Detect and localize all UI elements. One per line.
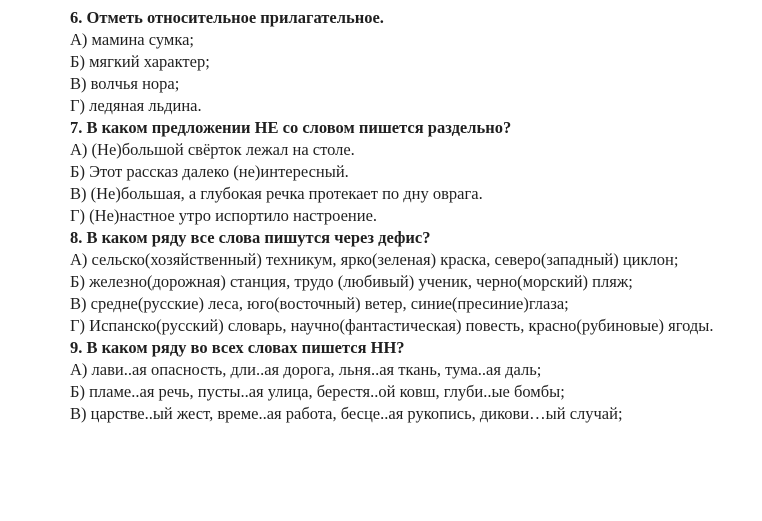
question-title: 9. В каком ряду во всех словах пишется НН? [70,338,405,357]
answer-option-b: Б) мягкий характер; [70,52,210,71]
question-title: 7. В каком предложении НЕ со словом пишется раздельно? [70,118,512,137]
question-8 [70,227,750,337]
answer-option-b: Б) железно(дорожная) станция, трудо (любивый) ученик, черно(морский) пляж; [70,272,633,291]
answer-option-a: А) мамина сумка; [70,30,194,49]
answer-option-v: В) волчья нора; [70,74,180,93]
worksheet [70,7,750,425]
answer-option-g: Г) (Не)настное утро испортило настроение. [70,206,378,225]
question-title: 6. Отметь относительное прилагательное. [70,8,384,27]
answer-option-v: В) царстве..ый жест, време..ая работа, бесце..ая рукопись, дикови…ый случай; [70,404,623,423]
answer-option-a: А) сельско(хозяйственный) техникум, ярко(зеленая) краска, северо(западный) циклон; [70,250,679,269]
question-9 [70,337,750,425]
answer-option-v: В) (Не)большая, а глубокая речка протекает по дну оврага. [70,184,483,203]
answer-option-b: Б) пламе..ая речь, пусты..ая улица, берестя..ой ковш, глуби..ые бомбы; [70,382,565,401]
answer-option-g: Г) ледяная льдина. [70,96,202,115]
answer-option-g: Г) Испанско(русский) словарь, научно(фантастическая) повесть, красно(рубиновые) ягоды. [70,316,714,335]
question-title: 8. В каком ряду все слова пишутся через дефис? [70,228,431,247]
question-6 [70,7,750,117]
question-7 [70,117,750,227]
answer-option-a: А) лави..ая опасность, дли..ая дорога, льня..ая ткань, тума..ая даль; [70,360,542,379]
answer-option-v: В) средне(русские) леса, юго(восточный) ветер, синие(пресиние)глаза; [70,294,569,313]
answer-option-a: А) (Не)большой свёрток лежал на столе. [70,140,355,159]
answer-option-b: Б) Этот рассказ далеко (не)интересный. [70,162,349,181]
